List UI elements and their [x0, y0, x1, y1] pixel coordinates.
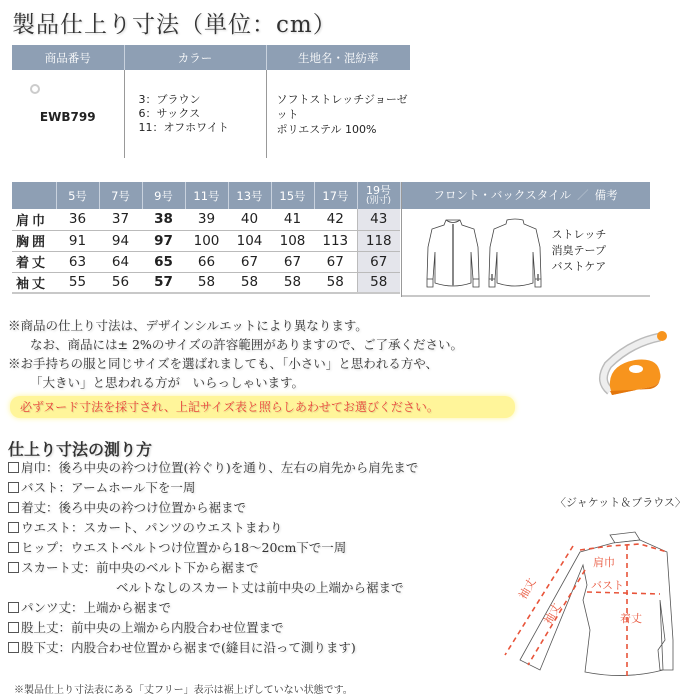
cell: 67 — [271, 251, 314, 272]
cell: 58 — [314, 272, 357, 293]
footnote: ※製品仕上り寸法表にある「丈フリー」表示は裾上げしていない状態です。 — [14, 685, 353, 696]
cell: 66 — [185, 251, 228, 272]
remark-item: バストケア — [551, 260, 607, 273]
cell: 38 — [142, 209, 185, 230]
guide-item — [8, 518, 418, 538]
cell: 58 — [185, 272, 228, 293]
checkbox-icon — [8, 522, 19, 533]
ring-icon — [30, 84, 40, 94]
size-header: 11号 — [185, 182, 228, 209]
color-item: 11：オフホワイト — [138, 121, 229, 134]
header-color: カラー — [124, 45, 266, 70]
size-header: 17号 — [314, 182, 357, 209]
guide-item-text: 股上丈：前中央の上端から内股合わせ位置まで — [21, 620, 284, 635]
cell: 65 — [142, 251, 185, 272]
fabric-blend: ポリエステル 100% — [276, 122, 377, 136]
product-code: EWB799 — [39, 110, 96, 124]
cell: 91 — [56, 230, 99, 251]
checkbox-icon — [8, 542, 19, 553]
color-item: 6：サックス — [138, 107, 201, 120]
cell: 104 — [228, 230, 271, 251]
checkbox-icon — [8, 502, 19, 513]
cell: 36 — [56, 209, 99, 230]
size-header-19-sub: (別寸) — [365, 195, 392, 206]
length-mark: 着丈 — [620, 612, 642, 625]
size-header-corner — [12, 182, 56, 209]
note-line: 「大きい」と思われる方が いらっしゃいます。 — [30, 375, 305, 390]
checkbox-icon — [8, 642, 19, 653]
cell: 67 — [314, 251, 357, 272]
color-item: 3：ブラウン — [138, 93, 201, 106]
guide-item — [8, 458, 418, 478]
row-label: 肩巾 — [12, 209, 56, 230]
size-header: 9号 — [142, 182, 185, 209]
style-header-sep: ／ — [577, 188, 589, 202]
product-table — [12, 45, 410, 158]
guide-item — [8, 538, 418, 558]
cell: 56 — [99, 272, 142, 293]
diagram-label: 〈ジャケット＆ブラウス〉 — [555, 496, 686, 509]
cell: 97 — [142, 230, 185, 251]
cell: 58 — [357, 272, 400, 293]
guide-item-text: バスト：アームホール下を一周 — [21, 480, 196, 495]
page-title: 製品仕上り寸法（単位：cm） — [12, 12, 337, 38]
highlight-note: 必ずヌード寸法を採寸され、上記サイズ表と照らしあわせてお選びください。 — [10, 396, 515, 418]
cell: 58 — [271, 272, 314, 293]
cell: 118 — [357, 230, 400, 251]
size-header: 5号 — [56, 182, 99, 209]
table-row — [12, 209, 400, 230]
style-body — [402, 209, 650, 297]
product-code-cell — [12, 70, 124, 158]
header-fabric: 生地名・混紡率 — [266, 45, 410, 70]
note-line: なお、商品には± 2%のサイズの許容範囲がありますので、ご了承ください。 — [30, 337, 464, 352]
checkbox-icon — [8, 462, 19, 473]
cell: 58 — [228, 272, 271, 293]
remark-item: ストレッチ — [551, 228, 607, 241]
cell: 113 — [314, 230, 357, 251]
guide-item-text: ヒップ：ウエストベルトつけ位置から18〜20cm下で一周 — [21, 540, 347, 555]
shirt-back-icon — [486, 217, 544, 291]
remarks-header-label: 備考 — [594, 188, 618, 202]
remark-item: 消臭テープ — [551, 244, 606, 257]
remarks-list — [552, 227, 607, 275]
cell: 37 — [99, 209, 142, 230]
color-cell — [124, 70, 266, 158]
size-header: 7号 — [99, 182, 142, 209]
cell: 67 — [228, 251, 271, 272]
guide-subitem: ベルトなしのスカート丈は前中央の上端から裾まで — [116, 580, 404, 595]
bust-mark: バスト — [591, 579, 624, 592]
size-section — [12, 182, 692, 297]
cell: 57 — [142, 272, 185, 293]
cell: 43 — [357, 209, 400, 230]
row-label: 袖丈 — [12, 272, 56, 293]
cell: 55 — [56, 272, 99, 293]
size-table — [12, 182, 401, 294]
jacket-diagram — [495, 510, 695, 690]
style-header-label: フロント・バックスタイル — [433, 188, 572, 202]
size-header: 13号 — [228, 182, 271, 209]
cell: 64 — [99, 251, 142, 272]
checkbox-icon — [8, 602, 19, 613]
guide-item — [8, 638, 418, 658]
checkbox-icon — [8, 622, 19, 633]
guide-title: 仕上り寸法の測り方 — [8, 440, 153, 459]
row-label: 胸囲 — [12, 230, 56, 251]
fabric-cell — [266, 70, 410, 158]
style-box — [401, 182, 650, 297]
cell: 41 — [271, 209, 314, 230]
table-row — [12, 272, 400, 293]
fabric-name: ソフトストレッチジョーゼット — [276, 92, 408, 121]
cell: 94 — [99, 230, 142, 251]
row-label: 着丈 — [12, 251, 56, 272]
guide-list — [8, 458, 418, 658]
shoulder-mark: 肩巾 — [593, 556, 615, 569]
cell: 40 — [228, 209, 271, 230]
note-line: ※商品の仕上り寸法は、デザインシルエットにより異なります。 — [8, 318, 368, 333]
cell: 67 — [357, 251, 400, 272]
cell: 100 — [185, 230, 228, 251]
cell: 39 — [185, 209, 228, 230]
table-row — [12, 230, 400, 251]
size-header-19 — [357, 182, 400, 209]
size-header: 15号 — [271, 182, 314, 209]
guide-item — [8, 498, 418, 518]
shirt-front-icon — [424, 217, 482, 291]
cell: 42 — [314, 209, 357, 230]
guide-item-text: ウエスト：スカート、パンツのウエストまわり — [21, 520, 283, 535]
style-header — [402, 182, 650, 209]
tape-measure-icon — [590, 325, 690, 405]
table-row — [12, 251, 400, 272]
sleeve-mark-1: 袖丈 — [516, 575, 539, 602]
cell: 108 — [271, 230, 314, 251]
checkbox-icon — [8, 562, 19, 573]
guide-item-text: スカート丈：前中央のベルト下から裾まで — [21, 560, 259, 575]
cell: 63 — [56, 251, 99, 272]
guide-item — [8, 618, 418, 638]
sleeve-mark-2: 袖丈 — [541, 600, 564, 627]
guide-item-text: パンツ丈：上端から裾まで — [21, 600, 172, 615]
note-line: ※お手持ちの服と同じサイズを選ばれましても、「小さい」と思われる方や、 — [8, 356, 439, 371]
checkbox-icon — [8, 482, 19, 493]
guide-item-text: 肩巾：後ろ中央の衿つけ位置(衿ぐり)を通り、左右の肩先から肩先まで — [21, 460, 419, 475]
guide-item — [8, 478, 418, 498]
guide-item — [8, 598, 418, 618]
guide-item — [8, 558, 418, 578]
guide-item-text: 股下丈：内股合わせ位置から裾まで(縫目に沿って測ります) — [21, 640, 356, 655]
header-product-code: 商品番号 — [12, 45, 124, 70]
size-header-19-label: 19号 — [366, 183, 391, 197]
guide-item-text: 着丈：後ろ中央の衿つけ位置から裾まで — [21, 500, 247, 515]
notes-block — [8, 316, 463, 392]
